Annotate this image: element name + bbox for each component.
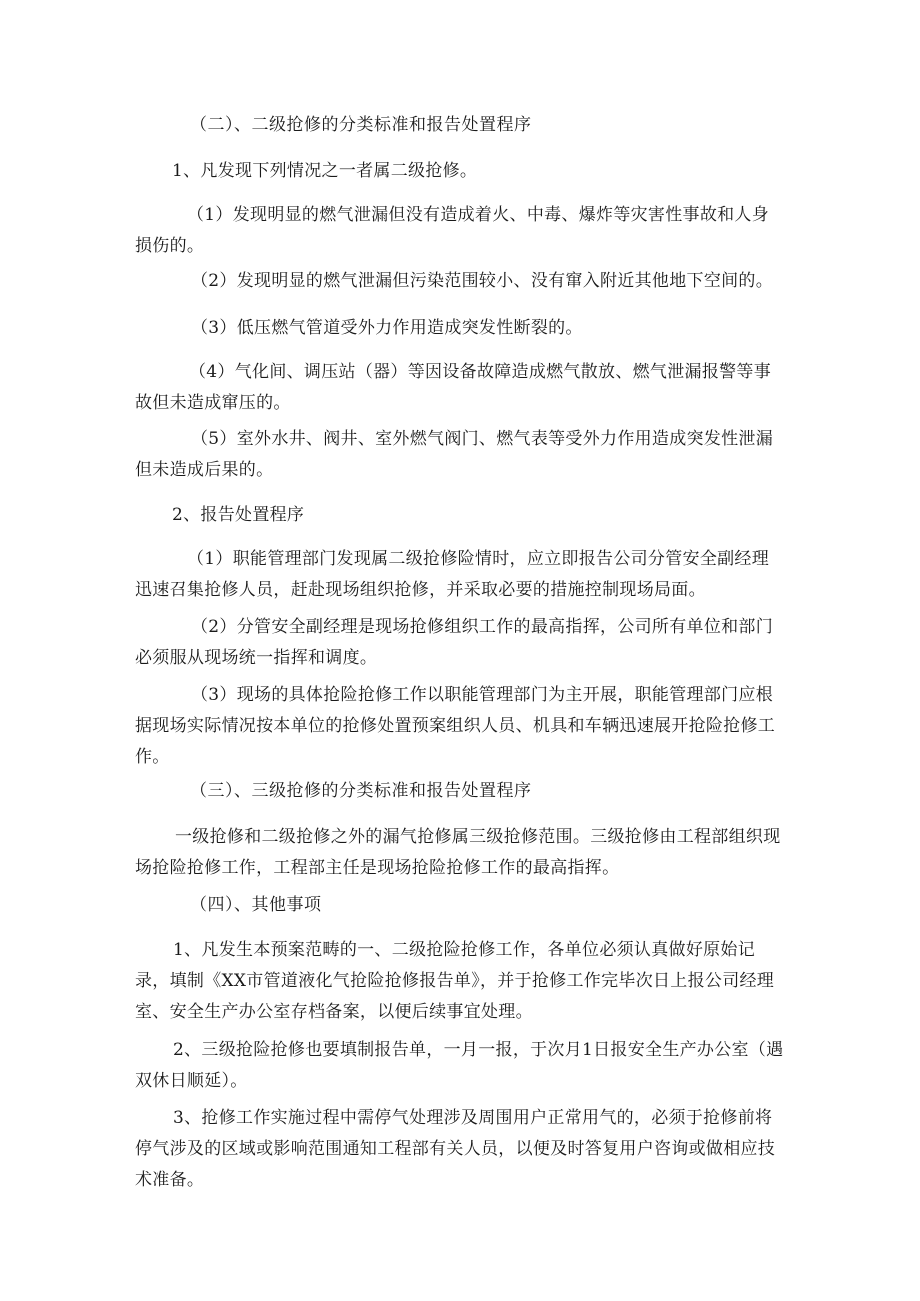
section-heading-other: （四）、其他事项 bbox=[190, 895, 322, 915]
item-2-3: （3）现场的具体抢险抢修工作以职能管理部门为主开展，职能管理部门应根据现场实际情况按本单位的抢修处置预案组织人员、机具和车辆迅速展开抢险抢修工作。 bbox=[135, 685, 776, 767]
level-3-description: 一级抢修和二级抢修之外的漏气抢修属三级抢修范围。三级抢修由工程部组织现场抢险抢修工作，工程部主任是现场抢险抢修工作的最高指挥。 bbox=[135, 827, 781, 878]
item-1-3: （3）低压燃气管道受外力作用造成突发性断裂的。 bbox=[191, 318, 583, 338]
item-1-heading: 1、凡发现下列情况之一者属二级抢修。 bbox=[172, 161, 478, 181]
item-1-4: （4）气化间、调压站（器）等因设备故障造成燃气散放、燃气泄漏报警等事故但未造成窜压的。 bbox=[135, 362, 772, 413]
other-item-3: 3、抢修工作实施过程中需停气处理涉及周围用户正常用气的，必须于抢修前将停气涉及的区域或影响范围通知工程部有关人员，以便及时答复用户咨询或做相应技术准备。 bbox=[135, 1108, 776, 1190]
section-heading-level-2: （二）、二级抢修的分类标准和报告处置程序 bbox=[190, 115, 532, 135]
item-2-heading: 2、报告处置程序 bbox=[172, 505, 305, 525]
other-item-1: 1、凡发生本预案范畴的一、二级抢险抢修工作，各单位必须认真做好原始记录，填制《XX市管道液化气抢险抢修报告单》，并于抢修工作完毕次日上报公司经理室、安全生产办公室存档备案，以便后续事宜处理。 bbox=[135, 940, 775, 1022]
section-heading-level-3: （三）、三级抢修的分类标准和报告处置程序 bbox=[190, 781, 532, 801]
item-1-2: （2）发现明显的燃气泄漏但污染范围较小、没有窜入附近其他地下空间的。 bbox=[191, 271, 774, 291]
item-1-5: （5）室外水井、阀井、室外燃气阀门、燃气表等受外力作用造成突发性泄漏但未造成后果的。 bbox=[135, 429, 774, 480]
item-2-2: （2）分管安全副经理是现场抢修组织工作的最高指挥，公司所有单位和部门必须服从现场统一指挥和调度。 bbox=[135, 617, 774, 668]
other-item-2: 2、三级抢险抢修也要填制报告单，一月一报，于次月1日报安全生产办公室（遇双休日顺延）。 bbox=[135, 1040, 784, 1091]
item-1-1: （1）发现明显的燃气泄漏但没有造成着火、中毒、爆炸等灾害性事故和人身损伤的。 bbox=[135, 205, 770, 256]
item-2-1: （1）职能管理部门发现属二级抢修险情时，应立即报告公司分管安全副经理迅速召集抢修人员，赶赴现场组织抢修，并采取必要的措施控制现场局面。 bbox=[135, 549, 770, 600]
